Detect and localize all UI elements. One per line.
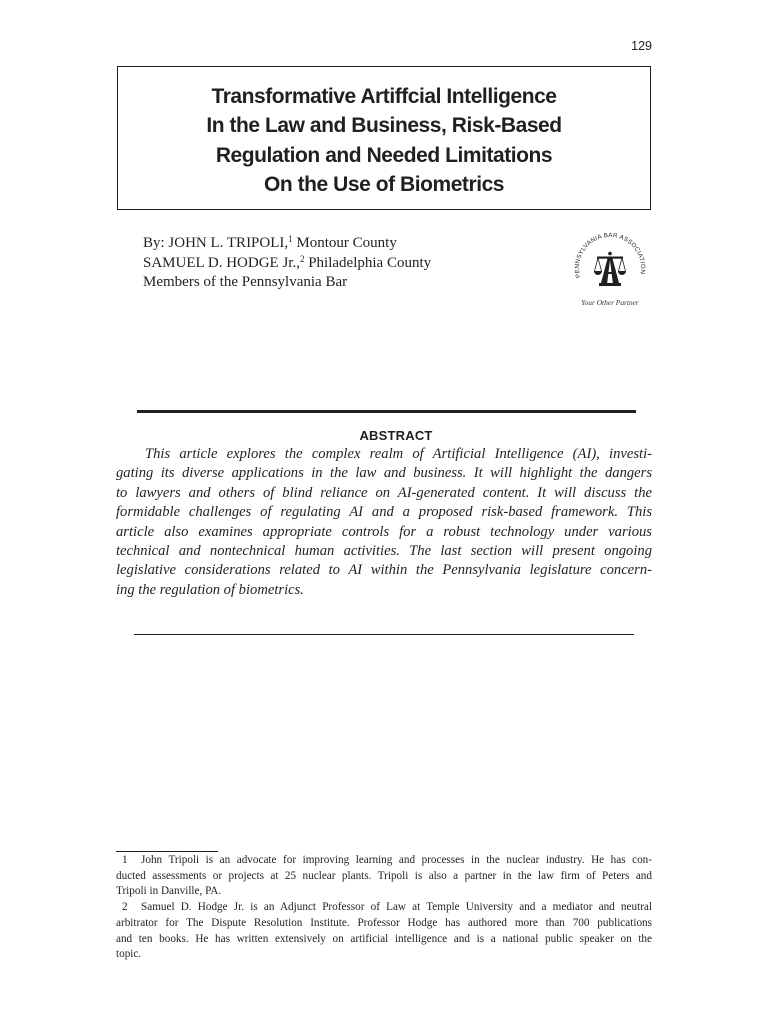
abstract-heading: ABSTRACT — [359, 428, 433, 443]
footnote-text: topic. — [116, 948, 142, 961]
footnote-number: 1 — [122, 854, 128, 866]
author-hodge-name: SAMUEL D. HODGE Jr., — [143, 254, 300, 271]
abstract-line: This article explores the complex realm of Artificial Intelligence (AI), investi- — [145, 446, 652, 462]
footnote-text: John Tripoli is an advocate for improving learning and processes in the nuclear industry. He has con- — [141, 854, 652, 866]
scales-left-pan — [594, 271, 602, 275]
footnote-number: 2 — [122, 901, 128, 914]
author-tripoli-county: Montour County — [292, 235, 397, 251]
footnotes — [116, 853, 652, 963]
footnote-text: arbitrator for The Dispute Resolution Institute. Professor Hodge has authored more than 700 publications — [116, 916, 652, 929]
footnote-2 — [116, 900, 652, 916]
footnote-ref-2: 2 — [299, 253, 305, 264]
author-line-tripoli — [143, 234, 431, 254]
author-hodge-county: Philadelphia County — [304, 254, 432, 271]
scales-beam — [597, 257, 623, 259]
footnote-text: Tripoli in Danville, PA. — [116, 885, 222, 898]
abstract-line: gating its diverse applications in the law and business. It will highlight the dangers — [116, 465, 652, 482]
scales-right-pan — [618, 271, 626, 275]
article-title-line: Regulation and Needed Limitations — [215, 143, 553, 167]
footnote-1 — [116, 853, 652, 869]
author-tripoli-name: By: JOHN L. TRIPOLI, — [143, 235, 289, 251]
footnote-text: ducted assessments or projects at 25 nuclear plants. Tripoli is also a partner in the law firm of Peters and — [116, 869, 652, 882]
abstract-bottom-rule — [134, 634, 634, 635]
scales-knob — [608, 252, 612, 256]
scales-crossbar — [605, 272, 616, 274]
footnote-ref-1: 1 — [288, 234, 293, 244]
abstract-line: article also examines appropriate controls for a robust technology under various — [116, 523, 652, 540]
article-title-line: In the Law and Business, Risk-Based — [206, 114, 562, 138]
footnote-separator — [116, 851, 218, 852]
article-title-box — [117, 66, 651, 210]
abstract-line: ing the regulation of biometrics. — [116, 581, 304, 598]
footnote-text: and ten books. He has written extensively on artificial intelligence and is a national public speaker on the — [116, 932, 652, 945]
abstract-top-rule — [137, 410, 636, 413]
abstract-line: technical and nontechnical human activities. The last section will present ongoing — [116, 543, 652, 560]
author-line-hodge — [143, 254, 431, 274]
abstract-body — [116, 445, 652, 600]
scales-base — [599, 283, 621, 286]
abstract-line: legislative considerations related to AI within the Pennsylvania legislature concern- — [116, 562, 652, 579]
pba-logo — [562, 226, 662, 314]
article-title-line: Transformative Artiffcial Intelligence — [211, 85, 557, 108]
logo-tagline: Your Other Partner — [581, 298, 639, 307]
article-title-line: On the Use of Biometrics — [263, 173, 505, 197]
author-affiliation: Members of the Pennsylvania Bar — [143, 274, 348, 290]
abstract-line: to lawyers and others of blind reliance on AI-generated content. It will discuss the — [116, 484, 652, 501]
abstract-line: formidable challenges of regulating AI and a proposed risk-based framework. This — [116, 504, 652, 521]
footnote-text: Samuel D. Hodge Jr. is an Adjunct Professor of Law at Temple University and a mediator and neutral — [141, 901, 652, 914]
scales-left-leg — [601, 259, 610, 284]
logo-arc-text-path: PENNSYLVANIA BAR ASSOCIATION — [573, 231, 647, 279]
page-number: 129 — [631, 39, 652, 53]
author-block — [143, 234, 431, 293]
scales-right-leg — [610, 259, 619, 284]
scales-of-justice-icon — [594, 252, 626, 286]
